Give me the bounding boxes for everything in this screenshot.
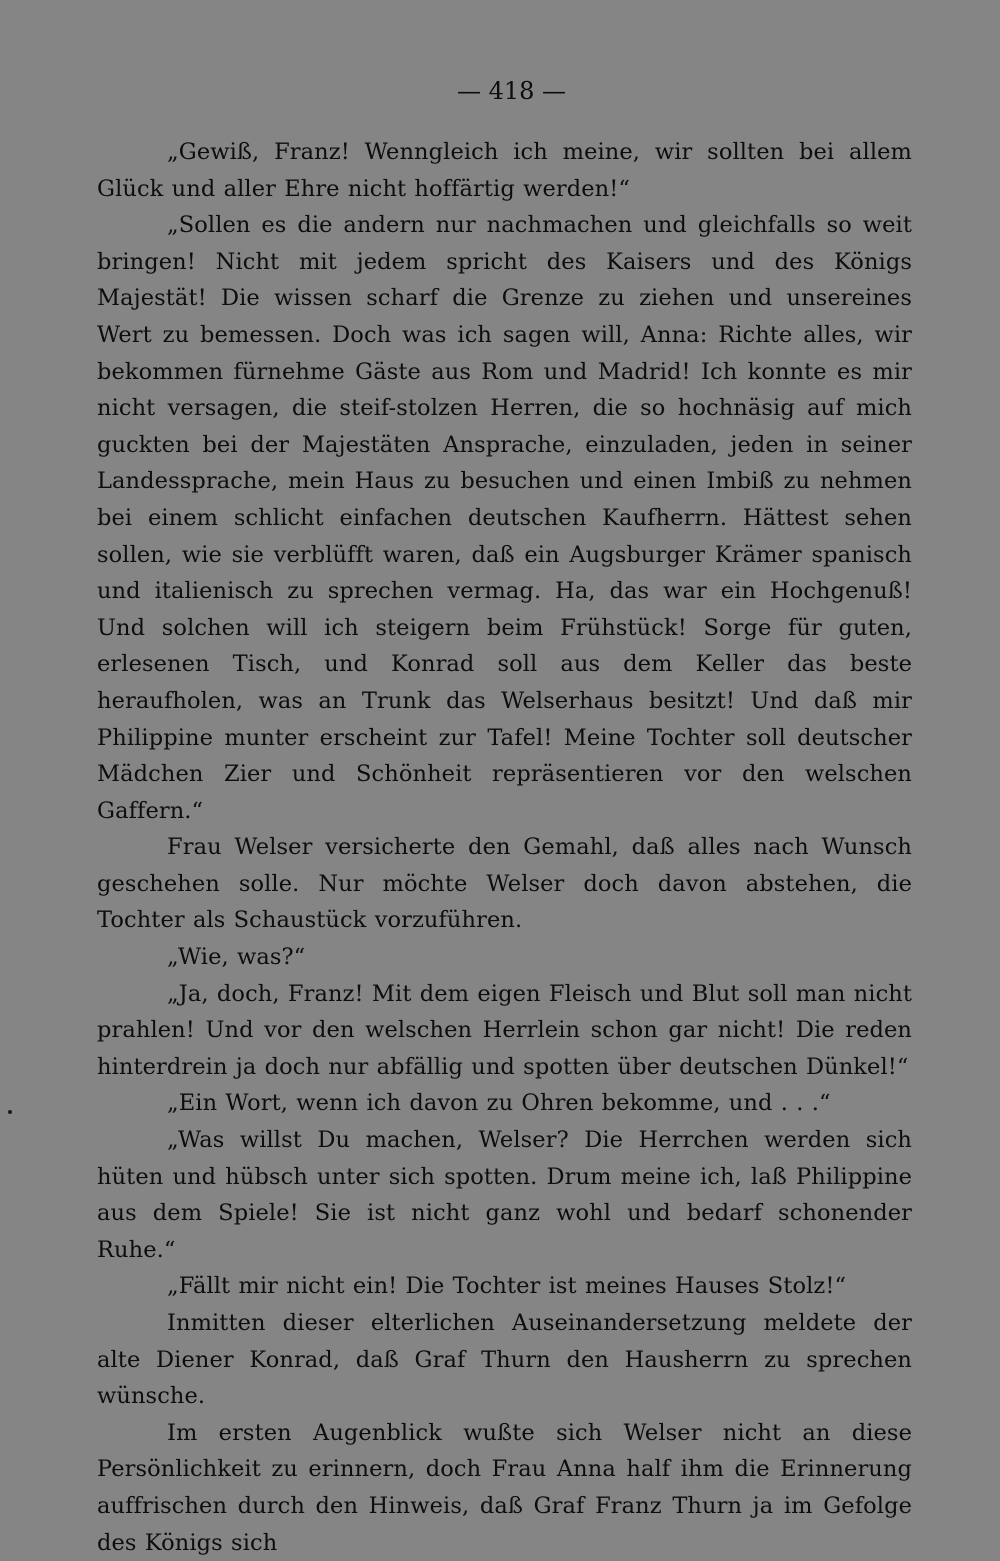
paragraph-6: „Ein Wort, wenn ich davon zu Ohren bekomme, und . . .“ [167,1090,831,1117]
paragraph-10: Im ersten Augenblick wußte sich Welser nicht an diese Persönlichkeit zu erinnern, doch Frau Anna half ihm die Erinnerung auffrischen durch den Hinweis, daß Graf Franz Thurn ja im Gefolge des Königs sich [97,1419,912,1556]
paragraph-3: Frau Welser versicherte den Gemahl, daß alles nach Wunsch geschehen solle. Nur möchte Welser doch davon abstehen, die Tochter als Schaustück vorzuführen. [97,834,912,934]
page-number: — 418 — [456,77,567,105]
paragraph-2: „Sollen es die andern nur nachmachen und gleichfalls so weit bringen! Nicht mit jedem spricht des Kaisers und des Königs Majestät! Die wissen scharf die Grenze zu ziehen und unsereines Wert zu bemessen. Doch was ich sagen will, Anna: Richte alles, wir bekommen fürnehme Gäste aus Rom und Madrid! Ich konnte es mir nicht versagen, die steif-stolzen Herren, die so hochnäsig auf mich guckten bei der Majestäten Ansprache, einzuladen, jeden in seiner Landessprache, mein Haus zu besuchen und einen Imbiß zu nehmen bei einem schlicht einfachen deutschen Kaufherrn. Hättest sehen sollen, wie sie verblüfft waren, daß ein Augsburger Krämer spanisch und italienisch zu sprechen vermag. Ha, das war ein Hochgenuß! Und solchen will ich steigern beim Frühstück! Sorge für guten, erlesenen Tisch, und Konrad soll aus dem Keller das beste heraufholen, was an Trunk das Welserhaus besitzt! Und daß mir Philippine munter erscheint zur Tafel! Meine Tochter soll deutscher Mädchen Zier und Schönheit repräsentieren vor den welschen Gaffern.“ [97,212,912,824]
paragraph-5: „Ja, doch, Franz! Mit dem eigen Fleisch und Blut soll man nicht prahlen! Und vor den welschen Herrlein schon gar nicht! Die reden hinterdrein ja doch nur abfällig und spotten über deutschen Dünkel!“ [97,980,912,1080]
paragraph-4: „Wie, was?“ [167,944,306,971]
paragraph-7: „Was willst Du machen, Welser? Die Herrchen werden sich hüten und hübsch unter sich spotten. Drum meine ich, laß Philippine aus dem Spiele! Sie ist nicht ganz wohl und bedarf schonender Ruhe.“ [97,1127,912,1263]
paragraph-1: „Gewiß, Franz! Wenngleich ich meine, wir sollten bei allem Glück und aller Ehre nicht hoffärtig werden!“ [97,139,912,202]
paragraph-9: Inmitten dieser elterlichen Auseinandersetzung meldete der alte Diener Konrad, daß Graf Thurn den Hausherrn zu sprechen wünsche. [97,1310,912,1410]
print-speck [8,1110,12,1114]
paragraph-8: „Fällt mir nicht ein! Die Tochter ist meines Hauses Stolz!“ [167,1273,847,1300]
